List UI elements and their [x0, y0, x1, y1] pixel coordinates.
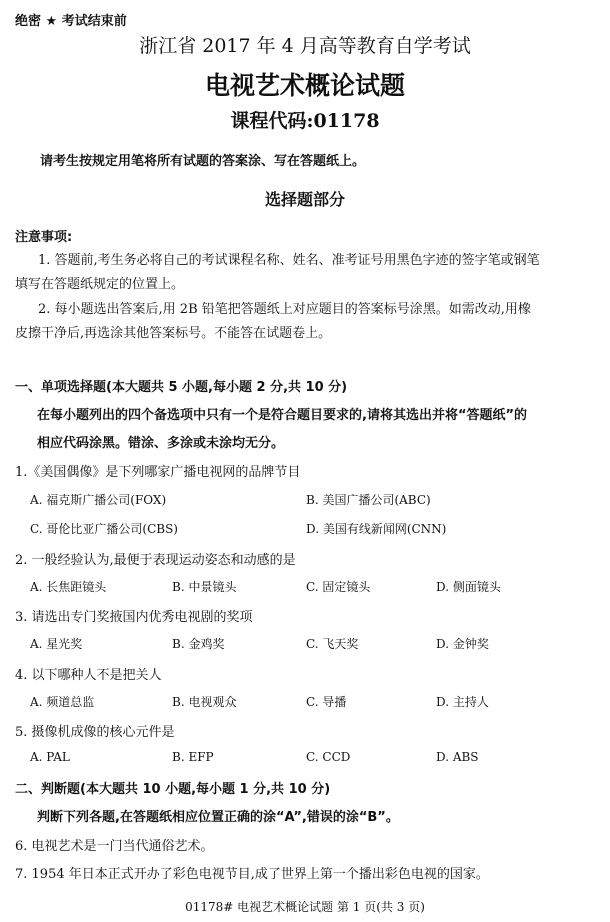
question-1-option-a: A. 福克斯广播公司(FOX) [30, 493, 167, 507]
part2-heading: 二、判断题(本大题共 10 小题,每小题 1 分,共 10 分) [15, 782, 331, 797]
question-4-option-d: D. 主持人 [436, 695, 489, 709]
part1-heading: 一、单项选择题(本大题共 5 小题,每小题 2 分,共 10 分) [15, 380, 348, 395]
answer-instruction: 请考生按规定用笔将所有试题的答案涂、写在答题纸上。 [40, 154, 366, 169]
question-1-option-b: B. 美国广播公司(ABC) [306, 493, 431, 507]
question-2-option-d: D. 侧面镜头 [436, 580, 501, 594]
question-1-stem: 1.《美国偶像》是下列哪家广播电视网的品牌节目 [15, 465, 301, 480]
question-1-option-c: C. 哥伦比亚广播公司(CBS) [30, 522, 178, 536]
secret-label: 绝密 ★ 考试结束前 [15, 14, 127, 29]
question-4-option-c: C. 导播 [306, 695, 347, 709]
notes-item2-line2: 皮擦干净后,再选涂其他答案标号。不能答在试题卷上。 [15, 326, 332, 341]
course-code: 课程代码:01178 [230, 110, 380, 132]
question-2-option-a: A. 长焦距镜头 [30, 580, 107, 594]
notes-item2-line1: 2. 每小题选出答案后,用 2B 铅笔把答题纸上对应题目的答案标号涂黑。如需改动,用橡 [38, 302, 531, 317]
question-5-option-c: C. CCD [306, 750, 351, 764]
question-5-option-d: D. ABS [436, 750, 479, 764]
question-5-stem: 5. 摄像机成像的核心元件是 [15, 725, 175, 740]
question-6: 6. 电视艺术是一门当代通俗艺术。 [15, 839, 214, 854]
question-3-option-b: B. 金鸡奖 [172, 637, 225, 651]
question-7: 7. 1954 年日本正式开办了彩色电视节目,成了世界上第一个播出彩色电视的国家。 [15, 867, 489, 882]
section-title: 选择题部分 [264, 190, 345, 209]
question-5-option-b: B. EFP [172, 750, 214, 764]
question-3-option-c: C. 飞天奖 [306, 637, 359, 651]
notes-item1-line2: 填写在答题纸规定的位置上。 [15, 277, 185, 292]
notes-item1-line1: 1. 答题前,考生务必将自己的考试课程名称、姓名、准考证号用黑色字迹的签字笔或钢笔 [38, 253, 540, 268]
question-2-stem: 2. 一般经验认为,最便于表现运动姿态和动感的是 [15, 553, 296, 568]
question-4-option-a: A. 频道总监 [30, 695, 95, 709]
question-4-option-b: B. 电视观众 [172, 695, 237, 709]
exam-line: 浙江省 2017 年 4 月高等教育自学考试 [139, 35, 471, 57]
part2-desc: 判断下列各题,在答题纸相应位置正确的涂“A”,错误的涂“B”。 [37, 810, 399, 825]
part1-desc-line1: 在每小题列出的四个备选项中只有一个是符合题目要求的,请将其选出并将“答题纸”的 [37, 408, 528, 423]
question-3-stem: 3. 请选出专门奖掖国内优秀电视剧的奖项 [15, 610, 253, 625]
question-2-option-c: C. 固定镜头 [306, 580, 371, 594]
question-4-stem: 4. 以下哪种人不是把关人 [15, 668, 162, 683]
part1-desc-line2: 相应代码涂黑。错涂、多涂或未涂均无分。 [37, 436, 285, 451]
question-3-option-d: D. 金钟奖 [436, 637, 489, 651]
question-5-option-a: A. PAL [30, 750, 70, 764]
page-footer: 01178# 电视艺术概论试题 第 1 页(共 3 页) [185, 900, 425, 914]
question-1-option-d: D. 美国有线新闻网(CNN) [306, 522, 447, 536]
question-2-option-b: B. 中景镜头 [172, 580, 237, 594]
notes-heading: 注意事项: [15, 230, 73, 245]
exam-title: 电视艺术概论试题 [204, 71, 405, 100]
question-3-option-a: A. 星光奖 [30, 637, 83, 651]
